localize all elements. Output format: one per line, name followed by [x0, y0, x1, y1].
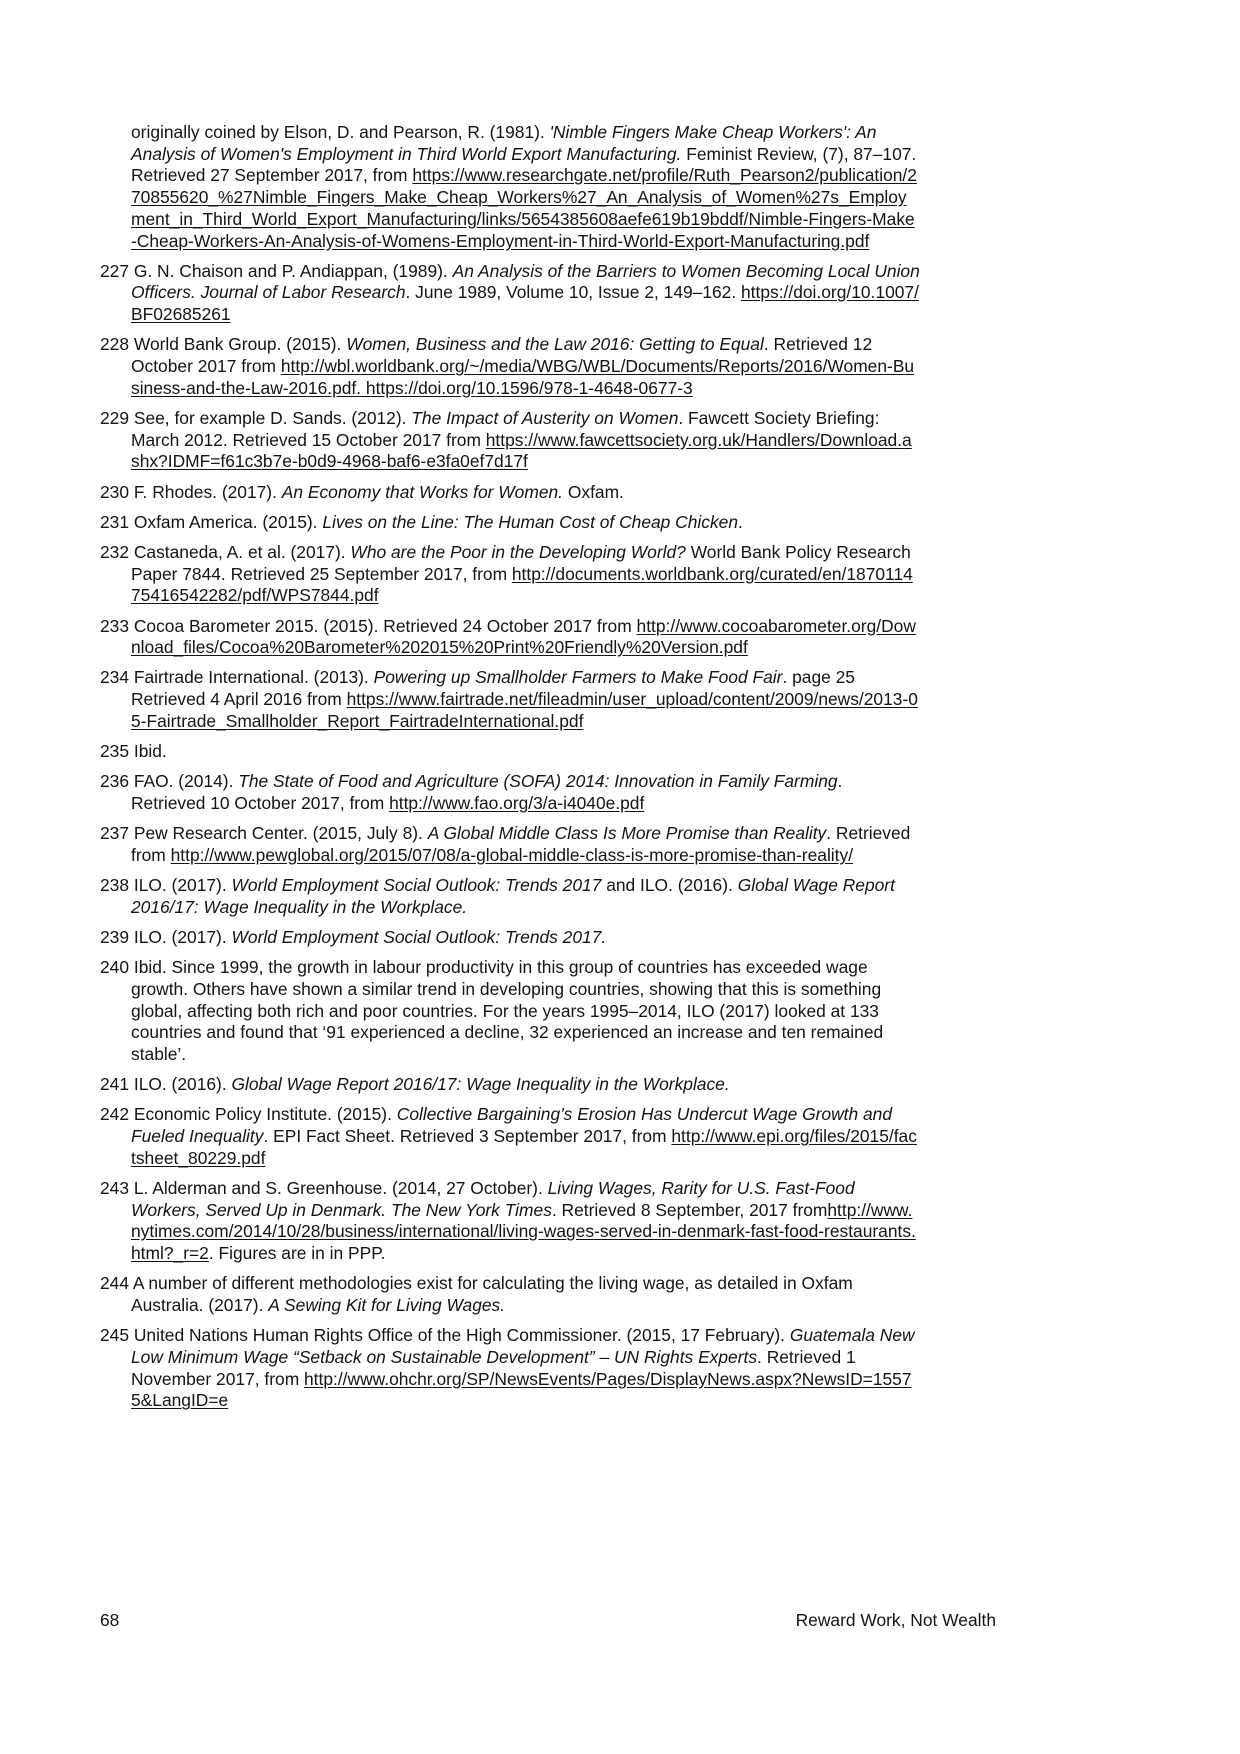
citation-title: Who are the Poor in the Developing World?	[350, 541, 686, 562]
citation-text: G. N. Chaison and P. Andiappan, (1989).	[133, 260, 453, 281]
citation-text: . Retrieved 8 September, 2017 from	[551, 1199, 828, 1220]
endnote-239	[100, 927, 920, 949]
citation-title: Women, Business and the Law 2016: Getting to Equal	[346, 334, 764, 355]
endnote-231	[100, 512, 920, 534]
citation-text: originally coined by Elson, D. and Pearson, R. (1981).	[131, 122, 550, 142]
citation-text: Oxfam.	[563, 481, 624, 502]
citation-text: Ibid. Since 1999, the growth in labour productivity in this group of countries has exceeded wage growth. Others have shown a similar trend in developing countries, showing that this is something global, affecting both rich and poor countries. For the years 1995–2014, ILO (2017) looked at 133 countries and found that ‘91 experienced a decline, 32 experienced an increase and ten remained stable’.	[131, 957, 884, 1065]
endnote-236	[100, 771, 920, 814]
citation-text: . Retrieved 10 October 2017, from	[131, 771, 843, 813]
citation-title: World Employment Social Outlook: Trends 2017	[231, 875, 602, 896]
endnote-number: 232	[100, 541, 130, 562]
citation-text: United Nations Human Rights Office of the High Commissioner. (2015, 17 February).	[133, 1325, 790, 1346]
endnote-245	[100, 1325, 920, 1412]
endnote-number: 245	[100, 1325, 130, 1346]
endnote-number: 231	[100, 511, 130, 532]
endnote-243	[100, 1178, 920, 1265]
reference-link[interactable]: http://www.ohchr.org/SP/NewsEvents/Pages/DisplayNews.aspx?NewsID=15575&LangID=e	[131, 1368, 912, 1411]
citation-text: Pew Research Center. (2015, July 8).	[133, 823, 428, 844]
citation-title: Collective Bargaining’s Erosion Has Undercut Wage Growth and Fueled Inequality	[131, 1104, 893, 1147]
citation-title: The State of Food and Agriculture (SOFA) 2014: Innovation in Family Farming	[238, 771, 838, 792]
citation-title: A Sewing Kit for Living Wages.	[268, 1295, 506, 1316]
endnote-232	[100, 542, 920, 607]
endnote-number: 227	[100, 260, 130, 281]
citation-title: Global Wage Report 2016/17: Wage Inequality in the Workplace.	[231, 1074, 730, 1095]
reference-link[interactable]: https://www.researchgate.net/profile/Ruth_Pearson2/publication/270855620_%27Nimble_Fingers_Make_Cheap_Workers%27_An_Analysis_of_Women%27s_Employment_in_Third_World_Export_Manufacturing/links/5654385608aefe619b19bddf/Nimble-Fingers-Make-Cheap-Workers-An-Analysis-of-Womens-Employment-in-Third-World-Export-Manufacturing.pdf	[131, 165, 917, 251]
endnote-number: 237	[100, 823, 130, 844]
citation-title: An Economy that Works for Women.	[281, 481, 564, 502]
endnote-number: 241	[100, 1074, 130, 1095]
citation-text: World Bank Group. (2015).	[133, 334, 347, 355]
citation-title: Powering up Smallholder Farmers to Make Food Fair	[373, 667, 783, 688]
endnote-242	[100, 1104, 920, 1169]
report-title: Reward Work, Not Wealth	[795, 1610, 996, 1630]
endnote-234	[100, 667, 920, 732]
citation-text: ILO. (2017).	[133, 875, 232, 896]
citation-text: . EPI Fact Sheet. Retrieved 3 September 2017, from	[263, 1126, 672, 1147]
citation-title: A Global Middle Class Is More Promise than Reality	[427, 823, 827, 844]
endnote-229	[100, 408, 920, 473]
citation-text: See, for example D. Sands. (2012).	[133, 407, 412, 428]
endnotes-list	[100, 122, 920, 1421]
endnote-number: 244	[100, 1273, 130, 1294]
citation-text: and ILO. (2016).	[601, 875, 738, 896]
page-number: 68	[100, 1610, 120, 1630]
citation-text: .	[738, 511, 743, 532]
endnote-238	[100, 875, 920, 918]
endnote-number: 234	[100, 667, 130, 688]
citation-title: Guatemala New Low Minimum Wage “Setback on Sustainable Development” – UN Rights Experts	[131, 1325, 915, 1367]
citation-text: Cocoa Barometer 2015. (2015). Retrieved 24 October 2017 from	[133, 615, 637, 636]
citation-text: F. Rhodes. (2017).	[133, 481, 282, 502]
citation-text: Ibid.	[133, 741, 167, 762]
endnote-233	[100, 616, 920, 659]
endnote-241	[100, 1074, 920, 1096]
citation-text: . Retrieved 12 October 2017 from	[131, 334, 873, 377]
endnote-228	[100, 334, 920, 399]
endnote-number: 239	[100, 927, 130, 947]
citation-text: Economic Policy Institute. (2015).	[133, 1104, 397, 1125]
reference-link[interactable]: https://doi.org/10.1007/BF02685261	[131, 282, 919, 325]
endnote-continuation	[100, 122, 920, 252]
citation-text: Castaneda, A. et al. (2017).	[133, 541, 351, 562]
citation-text: . June 1989, Volume 10, Issue 2, 149–162.	[405, 282, 742, 303]
reference-link[interactable]: http://wbl.worldbank.org/~/media/WBG/WBL/Documents/Reports/2016/Women-Business-and-the-Law-2016.pdf. https://doi.org/10.1596/978-1-4648-0677-3	[131, 356, 915, 398]
endnote-number: 236	[100, 771, 130, 792]
citation-title: The Impact of Austerity on Women	[411, 407, 679, 428]
citation-title: Living Wages, Rarity for U.S. Fast-Food Workers, Served Up in Denmark. The New York Times	[131, 1178, 855, 1220]
citation-title: Lives on the Line: The Human Cost of Cheap Chicken	[322, 511, 739, 532]
endnote-number: 243	[100, 1178, 130, 1199]
citation-text: A number of different methodologies exist for calculating the living wage, as detailed in Oxfam Australia. (2017).	[131, 1273, 853, 1316]
endnote-227	[100, 261, 920, 326]
citation-text: ILO. (2017).	[133, 927, 232, 947]
endnote-244	[100, 1273, 920, 1316]
citation-title: World Employment Social Outlook: Trends 2017.	[231, 927, 607, 947]
endnote-237	[100, 823, 920, 866]
endnote-240	[100, 957, 920, 1066]
citation-text: Oxfam America. (2015).	[133, 511, 323, 532]
citation-text: . Retrieved from	[131, 823, 911, 865]
reference-link[interactable]: https://www.fairtrade.net/fileadmin/user_upload/content/2009/news/2013-05-Fairtrade_Smallholder_Report_FairtradeInternational.pdf	[131, 689, 918, 731]
citation-text: . Figures are in in PPP.	[208, 1243, 386, 1264]
endnote-230	[100, 482, 920, 504]
reference-link[interactable]: http://www.epi.org/files/2015/factsheet_80229.pdf	[131, 1126, 917, 1168]
citation-text: L. Alderman and S. Greenhouse. (2014, 27 October).	[133, 1178, 548, 1199]
citation-text: ILO. (2016).	[133, 1074, 232, 1095]
endnote-number: 235	[100, 741, 130, 762]
citation-text: Fairtrade International. (2013).	[133, 667, 374, 688]
citation-title: 'Nimble Fingers Make Cheap Workers': An Analysis of Women's Employment in Third World Export Manufacturing.	[131, 122, 877, 164]
endnote-number: 240	[100, 957, 130, 978]
endnote-number: 229	[100, 407, 130, 428]
reference-link[interactable]: http://www.cocoabarometer.org/Download_files/Cocoa%20Barometer%202015%20Print%20Friendly%20Version.pdf	[131, 615, 916, 658]
endnote-number: 238	[100, 875, 130, 896]
citation-title: Global Wage Report 2016/17: Wage Inequality in the Workplace.	[131, 875, 895, 917]
endnote-number: 228	[100, 334, 130, 355]
citation-text: . Fawcett Society Briefing: March 2012. Retrieved 15 October 2017 from	[131, 407, 880, 450]
reference-link[interactable]: http://www.pewglobal.org/2015/07/08/a-global-middle-class-is-more-promise-than-reality/	[170, 844, 854, 865]
endnote-number: 242	[100, 1104, 130, 1125]
citation-text: . Retrieved 1 November 2017, from	[131, 1346, 856, 1389]
citation-text: World Bank Policy Research Paper 7844. Retrieved 25 September 2017, from	[131, 541, 911, 584]
citation-text: . page 25 Retrieved 4 April 2016 from	[131, 667, 855, 710]
citation-title: An Analysis of the Barriers to Women Becoming Local Union Officers. Journal of Labor Research	[131, 260, 920, 303]
reference-link[interactable]: http://www.fao.org/3/a-i4040e.pdf	[389, 792, 645, 813]
reference-link[interactable]: http://documents.worldbank.org/curated/en/187011475416542282/pdf/WPS7844.pdf	[131, 563, 913, 606]
endnote-number: 230	[100, 481, 130, 502]
citation-text: Feminist Review, (7), 87–107. Retrieved 27 September 2017, from	[131, 143, 917, 186]
endnote-number: 233	[100, 615, 130, 636]
citation-text: FAO. (2014).	[133, 771, 239, 792]
reference-link[interactable]: http://www.nytimes.com/2014/10/28/business/international/living-wages-served-in-denmark-fast-food-restaurants.html?_r=2	[131, 1199, 916, 1264]
reference-link[interactable]: https://www.fawcettsociety.org.uk/Handlers/Download.ashx?IDMF=f61c3b7e-b0d9-4968-baf6-e3fa0ef7d17f	[131, 429, 912, 472]
endnote-235	[100, 741, 920, 763]
